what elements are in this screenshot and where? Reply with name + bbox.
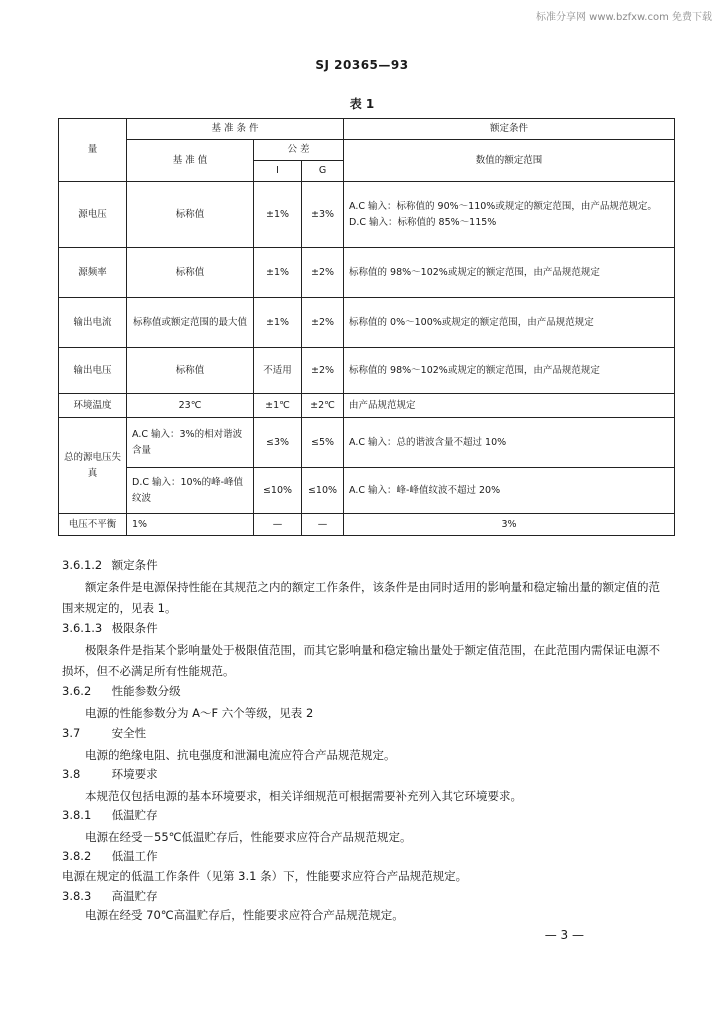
table-row [59, 468, 675, 514]
section-title: 性能参数分级 [111, 684, 181, 698]
section-heading [62, 766, 158, 782]
section-paragraph: 电源在规定的低温工作条件（见第 3.1 条）下，性能要求应符合产品规范规定。 [62, 869, 468, 883]
cell-rated-range: A.C 输入：峰-峰值纹波不超过 20% [344, 468, 675, 514]
cell-tolerance-g: ±2% [302, 248, 344, 298]
cell-quantity: 输出电流 [59, 298, 127, 348]
cell-quantity: 电压不平衡 [59, 514, 127, 536]
section-title: 高温贮存 [111, 889, 158, 903]
section-number: 3.6.1.2 [62, 558, 103, 572]
section-paragraph: 极限条件是指某个影响量处于极限值范围，而其它影响量和稳定输出量处于额定值范围，在此范围内需保证电源不损坏，但不必满足所有性能规范。 [62, 643, 660, 678]
section-title: 环境要求 [111, 767, 158, 781]
cell-tolerance-g: — [302, 514, 344, 536]
section-number: 3.6.2 [62, 684, 92, 698]
watermark-text: 标准分享网 www.bzfxw.com 免费下载 [536, 12, 712, 23]
cell-tolerance-g: ±2% [302, 298, 344, 348]
header-reference-conditions: 基 准 条 件 [127, 119, 344, 140]
cell-reference-value: A.C 输入：3%的相对谐波含量 [127, 418, 254, 468]
section-title: 额定条件 [111, 558, 158, 572]
table-row [59, 298, 675, 348]
cell-tolerance-i: ≤3% [254, 418, 302, 468]
cell-reference-value: 标称值 [127, 182, 254, 248]
cell-tolerance-i: ±1℃ [254, 394, 302, 418]
section-paragraph: 本规范仅包括电源的基本环境要求，相关详细规范可根据需要补充列入其它环境要求。 [85, 789, 522, 803]
cell-reference-value: D.C 输入：10%的峰-峰值纹波 [127, 468, 254, 514]
cell-reference-value: 标称值 [127, 348, 254, 394]
section-number: 3.7 [62, 726, 81, 740]
section-heading [62, 683, 181, 699]
cell-tolerance-g: ±2℃ [302, 394, 344, 418]
cell-rated-range: 由产品规范规定 [344, 394, 675, 418]
cell-tolerance-g: ≤10% [302, 468, 344, 514]
cell-rated-range: 标称值的 98%～102%或规定的额定范围，由产品规范规定 [344, 348, 675, 394]
header-quantity: 量 [59, 119, 127, 182]
section-paragraph: 电源在经受 70℃高温贮存后，性能要求应符合产品规范规定。 [85, 908, 404, 922]
cell-quantity: 源电压 [59, 182, 127, 248]
section-heading [62, 807, 158, 823]
section-paragraph: 额定条件是电源保持性能在其规范之内的额定工作条件，该条件是由同时适用的影响量和稳定输出量的额定值的范围来规定的，见表 1。 [62, 580, 660, 615]
table-row [59, 418, 675, 468]
cell-tolerance-i: 不适用 [254, 348, 302, 394]
section-paragraph: 电源的绝缘电阻、抗电强度和泄漏电流应符合产品规范规定。 [85, 748, 396, 762]
cell-reference-value: 标称值 [127, 248, 254, 298]
section-number: 3.8 [62, 767, 81, 781]
document-code: SJ 20365—93 [315, 58, 409, 72]
cell-tolerance-i: ≤10% [254, 468, 302, 514]
header-tolerance-i: I [254, 161, 302, 182]
cell-tolerance-g: ±3% [302, 182, 344, 248]
section-title: 低温贮存 [111, 808, 158, 822]
table-row [59, 394, 675, 418]
cell-rated-range: A.C 输入：标称值的 90%～110%或规定的额定范围，由产品规范规定。D.C 输入：标称值的 85%～115% [344, 182, 675, 248]
cell-reference-value: 1% [127, 514, 254, 536]
table-row [59, 182, 675, 248]
cell-rated-range: 标称值的 98%～102%或规定的额定范围，由产品规范规定 [344, 248, 675, 298]
cell-quantity: 总的源电压失真 [59, 418, 127, 514]
cell-rated-range: A.C 输入：总的谐波含量不超过 10% [344, 418, 675, 468]
cell-reference-value: 标称值或额定范围的最大值 [127, 298, 254, 348]
header-rated-range: 数值的额定范围 [344, 140, 675, 182]
page-number: — 3 — [544, 928, 584, 942]
cell-quantity: 输出电压 [59, 348, 127, 394]
cell-tolerance-i: ±1% [254, 298, 302, 348]
table-header-row [59, 119, 675, 140]
table-caption: 表 1 [349, 97, 375, 111]
section-title: 极限条件 [111, 621, 158, 635]
section-heading [62, 725, 146, 741]
header-rated-conditions: 额定条件 [344, 119, 675, 140]
table-row [59, 248, 675, 298]
cell-rated-range: 3% [344, 514, 675, 536]
section-title: 低温工作 [111, 849, 158, 863]
header-reference-value: 基 准 值 [127, 140, 254, 182]
cell-quantity: 源频率 [59, 248, 127, 298]
rated-conditions-table [58, 118, 675, 536]
cell-tolerance-g: ≤5% [302, 418, 344, 468]
section-number: 3.8.3 [62, 889, 92, 903]
cell-reference-value: 23℃ [127, 394, 254, 418]
header-tolerance: 公 差 [254, 140, 344, 161]
cell-rated-range: 标称值的 0%～100%或规定的额定范围，由产品规范规定 [344, 298, 675, 348]
cell-tolerance-i: ±1% [254, 248, 302, 298]
section-paragraph: 电源的性能参数分为 A～F 六个等级，见表 2 [85, 706, 314, 720]
section-heading [62, 557, 158, 573]
table-subheader-row [59, 140, 675, 161]
cell-tolerance-i: — [254, 514, 302, 536]
section-heading [62, 620, 158, 636]
cell-tolerance-i: ±1% [254, 182, 302, 248]
table-row [59, 514, 675, 536]
table-row [59, 348, 675, 394]
section-number: 3.8.2 [62, 849, 92, 863]
section-paragraph: 电源在经受－55℃低温贮存后，性能要求应符合产品规范规定。 [85, 830, 412, 844]
section-number: 3.6.1.3 [62, 621, 103, 635]
header-tolerance-g: G [302, 161, 344, 182]
cell-tolerance-g: ±2% [302, 348, 344, 394]
section-heading [62, 848, 158, 864]
cell-quantity: 环境温度 [59, 394, 127, 418]
section-title: 安全性 [111, 726, 147, 740]
section-heading [62, 888, 158, 904]
section-number: 3.8.1 [62, 808, 92, 822]
